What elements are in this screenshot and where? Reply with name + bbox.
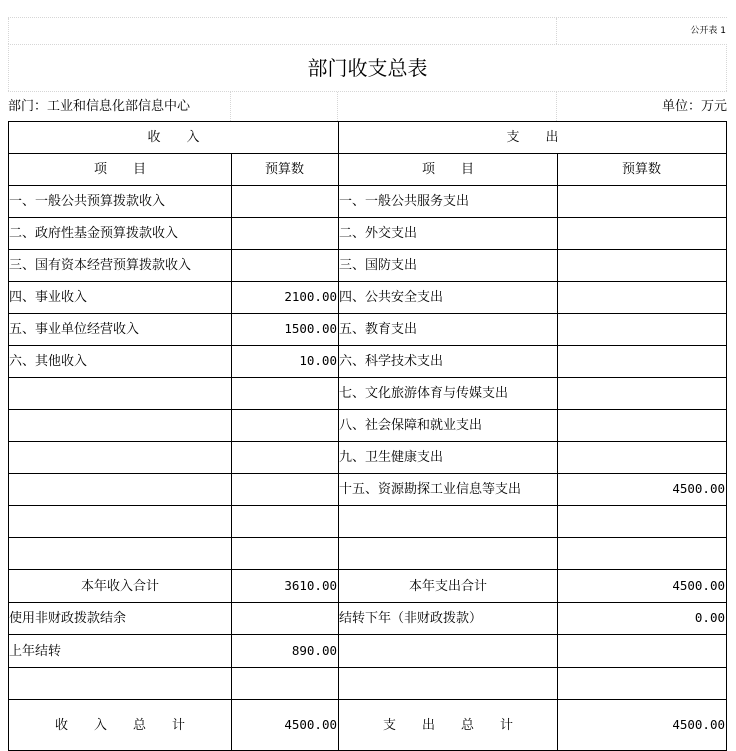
income-item: 六、其他收入 (9, 346, 232, 377)
expense-value (558, 506, 726, 537)
income-value (232, 378, 339, 409)
income-value (232, 442, 339, 473)
prior-year-label: 上年结转 (9, 635, 232, 667)
year-total-row (9, 570, 726, 603)
income-value: 1500.00 (232, 314, 339, 345)
income-value (232, 506, 339, 537)
column-header-row (9, 154, 726, 186)
expense-value: 4500.00 (672, 481, 725, 497)
table-row (9, 282, 726, 314)
balance-row (9, 603, 726, 635)
income-value (232, 186, 339, 217)
expense-value (558, 186, 726, 217)
form-number-row (8, 17, 727, 45)
expense-item: 二、外交支出 (339, 218, 558, 249)
income-item (9, 410, 232, 441)
expense-item: 一、一般公共服务支出 (339, 186, 558, 217)
expense-value (558, 442, 726, 473)
table-row (9, 250, 726, 282)
table-row (9, 314, 726, 346)
expense-value (558, 250, 726, 281)
table-row (9, 538, 726, 570)
income-item: 四、事业收入 (9, 282, 232, 313)
expense-year-total-label: 本年支出合计 (339, 570, 558, 602)
table-row (9, 410, 726, 442)
form-number: 公开表 1 (690, 25, 726, 36)
income-item: 五、事业单位经营收入 (9, 314, 232, 345)
income-value (232, 218, 339, 249)
income-item (9, 378, 232, 409)
table-row (9, 218, 726, 250)
expense-value (558, 538, 726, 569)
page-title: 部门收支总表 (8, 44, 727, 91)
income-value: 2100.00 (232, 282, 339, 313)
meta-row (8, 92, 727, 121)
expense-item-header: 项 目 (339, 154, 558, 185)
expense-year-total: 4500.00 (672, 577, 725, 593)
expense-item: 八、社会保障和就业支出 (339, 410, 558, 441)
income-item: 三、国有资本经营预算拨款收入 (9, 250, 232, 281)
expense-item: 七、文化旅游体育与传媒支出 (339, 378, 558, 409)
income-item (9, 538, 232, 569)
expense-value (558, 410, 726, 441)
expense-total: 4500.00 (672, 716, 725, 732)
income-year-total: 3610.00 (232, 570, 339, 602)
income-value (232, 410, 339, 441)
income-item: 一、一般公共预算拨款收入 (9, 186, 232, 217)
unit-label: 单位：万元 (661, 99, 727, 114)
income-item (9, 506, 232, 537)
department-label: 部门：工业和信息化部信息中心 (8, 92, 231, 121)
expense-value (558, 282, 726, 313)
income-year-total-label: 本年收入合计 (9, 570, 232, 602)
income-value: 10.00 (232, 346, 339, 377)
income-value (232, 538, 339, 569)
carry-forward: 0.00 (694, 610, 725, 626)
table-row (9, 474, 726, 506)
table-row (9, 668, 726, 700)
non-fiscal-balance-label: 使用非财政拨款结余 (9, 603, 232, 634)
income-value (232, 474, 339, 505)
table-row (9, 378, 726, 410)
income-section-header: 收 入 (9, 122, 339, 153)
expense-value (558, 218, 726, 249)
expense-item: 三、国防支出 (339, 250, 558, 281)
income-total: 4500.00 (232, 700, 339, 750)
non-fiscal-balance (232, 603, 339, 634)
budget-table (8, 121, 727, 751)
expense-item: 十五、资源勘探工业信息等支出 (339, 474, 558, 505)
section-header-row (9, 122, 726, 154)
title-row (8, 44, 727, 92)
income-item (9, 474, 232, 505)
expense-value (558, 346, 726, 377)
income-total-label: 收 入 总 计 (9, 700, 232, 750)
expense-value (558, 314, 726, 345)
expense-item: 五、教育支出 (339, 314, 558, 345)
income-item-header: 项 目 (9, 154, 232, 185)
expense-section-header: 支 出 (506, 130, 559, 145)
expense-item: 四、公共安全支出 (339, 282, 558, 313)
income-budget-header: 预算数 (232, 154, 339, 185)
income-item (9, 442, 232, 473)
carry-forward-label: 结转下年（非财政拨款） (339, 603, 558, 634)
expense-value (558, 378, 726, 409)
grand-total-row (9, 700, 726, 750)
expense-item (339, 538, 558, 569)
prior-year: 890.00 (232, 635, 339, 667)
expense-total-label: 支 出 总 计 (339, 700, 558, 750)
table-row (9, 442, 726, 474)
table-row (9, 506, 726, 538)
expense-item: 六、科学技术支出 (339, 346, 558, 377)
table-row (9, 186, 726, 218)
expense-item: 九、卫生健康支出 (339, 442, 558, 473)
income-item: 二、政府性基金预算拨款收入 (9, 218, 232, 249)
expense-item (339, 506, 558, 537)
prior-year-row (9, 635, 726, 668)
table-row (9, 346, 726, 378)
income-value (232, 250, 339, 281)
expense-budget-header: 预算数 (621, 162, 661, 177)
